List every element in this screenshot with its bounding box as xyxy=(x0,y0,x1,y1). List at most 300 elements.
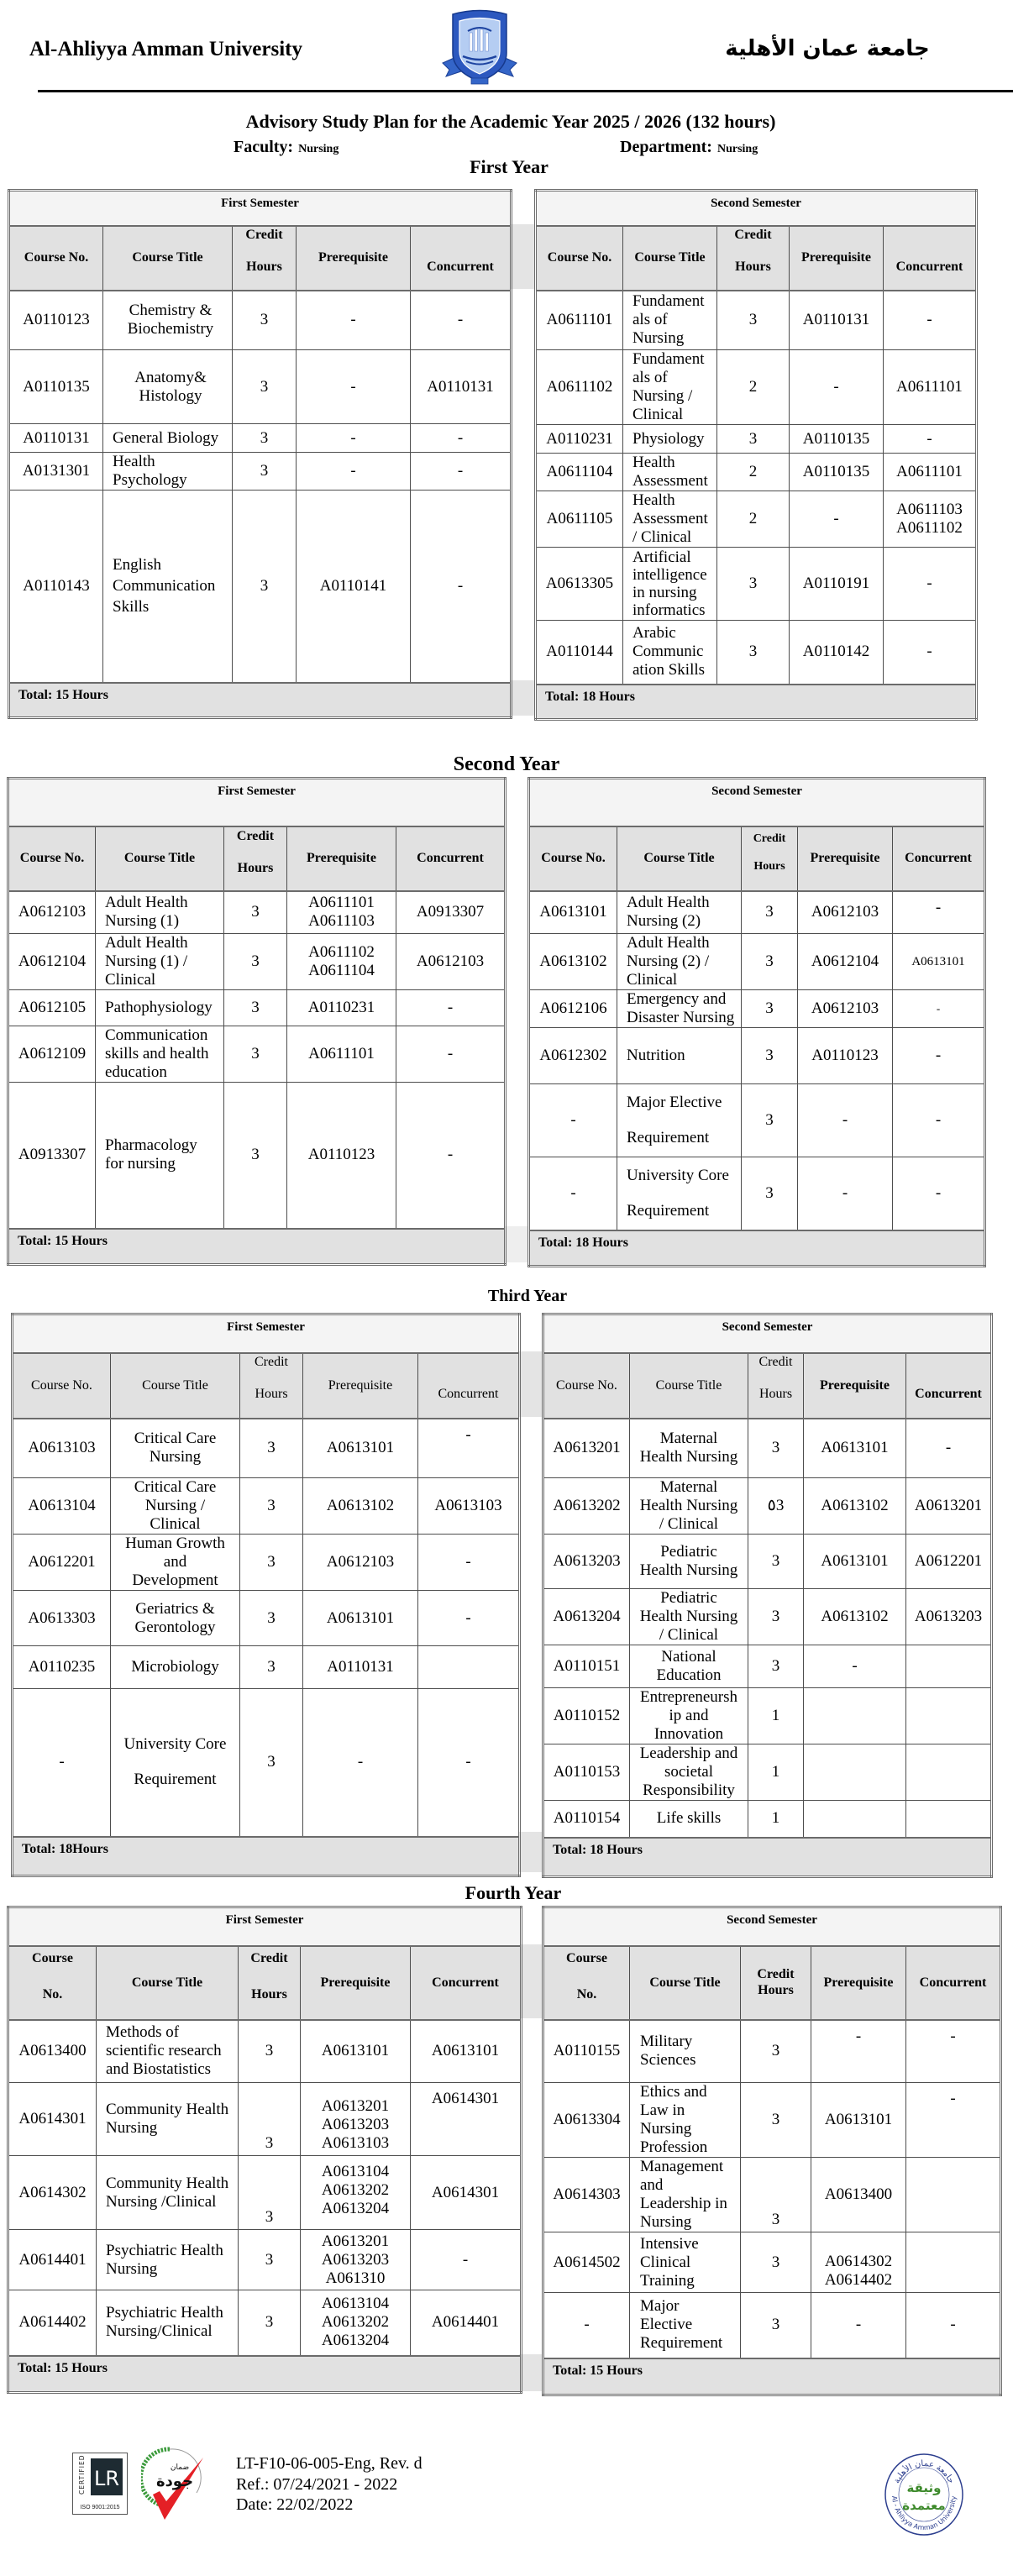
course-title: Pathophysiology xyxy=(105,999,213,1016)
course-title: Intensive Clinical Training xyxy=(640,2234,699,2290)
course-title: Health Assessment / Clinical xyxy=(632,491,708,546)
course-no-cell xyxy=(8,2156,97,2230)
prerequisite: A0613101 xyxy=(326,1439,395,1457)
course-title-cell xyxy=(617,1028,742,1084)
header-concurrent xyxy=(906,1353,992,1419)
course-title-cell xyxy=(97,2156,239,2230)
prerequisite-cell xyxy=(798,891,893,934)
course-title: Community Health Nursing xyxy=(106,2101,229,2137)
course-row xyxy=(13,1646,520,1689)
credit-hours-cell xyxy=(742,1157,798,1230)
iso-mark-text: LR xyxy=(93,2467,120,2490)
course-row xyxy=(529,1028,985,1084)
header-divider xyxy=(38,90,1013,92)
credit-hours: 3 xyxy=(267,1658,276,1676)
course-title: University Core Requirement xyxy=(627,1166,729,1220)
course-no-cell xyxy=(543,1688,630,1744)
course-title-cell xyxy=(630,1801,748,1838)
course-title-cell xyxy=(617,1157,742,1230)
credit-hours: 3 xyxy=(251,952,260,970)
course-no-cell xyxy=(536,425,623,454)
concurrent: A0613101 xyxy=(431,2042,500,2060)
concurrent: A0613203 xyxy=(914,1608,983,1625)
course-no: A0612109 xyxy=(18,1045,87,1062)
header-course-title-line: Course Title xyxy=(643,851,715,865)
header-course-no xyxy=(9,226,103,291)
header-credit-hours-line: Hours xyxy=(753,859,785,873)
header-course-no-line: Course No. xyxy=(24,250,89,265)
second-semester-table xyxy=(542,1313,993,1878)
concurrent-cell xyxy=(396,1083,506,1229)
header-credit-hours-line: Credit xyxy=(245,227,283,242)
header-concurrent xyxy=(884,226,977,291)
course-title: Major Elective Requirement xyxy=(640,2297,723,2353)
concurrent-cell xyxy=(893,1084,985,1157)
course-title-cell xyxy=(617,1084,742,1157)
course-title-cell xyxy=(623,548,717,621)
credit-hours-cell xyxy=(748,1419,804,1478)
course-no-cell xyxy=(529,891,617,934)
credit-hours-cell xyxy=(748,1801,804,1838)
prerequisite-cell xyxy=(303,1591,418,1646)
prerequisite-cell xyxy=(297,453,411,491)
prerequisite-cell xyxy=(804,1801,906,1838)
concurrent: - xyxy=(447,1146,454,1164)
course-title-cell xyxy=(630,1645,748,1688)
header-credit-hours xyxy=(224,826,287,891)
header-course-title-line: Course Title xyxy=(634,250,706,265)
prerequisite: - xyxy=(357,1753,364,1771)
concurrent-cell xyxy=(418,1591,520,1646)
concurrent-cell xyxy=(906,1419,992,1478)
course-no: A0612104 xyxy=(18,952,87,970)
header-credit-hours xyxy=(240,1353,303,1419)
course-title-cell xyxy=(617,990,742,1028)
concurrent-cell xyxy=(396,990,506,1026)
concurrent: - xyxy=(926,311,932,329)
course-no-cell xyxy=(529,934,617,990)
credit-hours: 3 xyxy=(771,1657,780,1675)
credit-hours-cell xyxy=(741,2083,811,2158)
course-title-cell xyxy=(103,491,233,683)
course-no: A0613202 xyxy=(553,1497,621,1514)
quality-logo-top-text: ضمان xyxy=(170,2463,190,2472)
course-no-cell xyxy=(536,491,623,548)
course-title: Critical Care Nursing xyxy=(134,1430,217,1466)
total-row xyxy=(8,2356,522,2393)
course-no: A0614402 xyxy=(18,2313,87,2332)
prerequisite: A061310 xyxy=(325,2269,386,2287)
course-title: Microbiology xyxy=(131,1658,219,1676)
prerequisite: A0613103 xyxy=(321,2134,390,2152)
credit-hours-cell xyxy=(224,1083,287,1229)
semester-total: Total: 15 Hours xyxy=(8,2356,522,2393)
course-row xyxy=(529,1084,985,1157)
credit-hours: 3 xyxy=(748,429,758,448)
course-no: A0611101 xyxy=(546,311,613,329)
course-row xyxy=(543,2232,1001,2293)
credit-hours: 3 xyxy=(260,428,269,447)
course-title: Leadership and societal Responsibility xyxy=(639,1744,738,1799)
course-title: Maternal Health Nursing / Clinical xyxy=(639,1478,738,1533)
concurrent: - xyxy=(935,898,942,916)
credit-hours: 3 xyxy=(267,1608,276,1627)
credit-hours-cell xyxy=(742,1028,798,1084)
semester-title: Second Semester xyxy=(543,1314,992,1353)
course-row xyxy=(543,1688,992,1744)
prerequisite-cell xyxy=(811,2020,906,2083)
prerequisite-cell xyxy=(287,990,396,1026)
credit-hours-cell xyxy=(748,1478,804,1535)
header-course-no-line: No. xyxy=(42,1986,63,2002)
header-prerequisite-line: Prerequisite xyxy=(810,851,880,865)
course-no: - xyxy=(59,1753,65,1771)
table-gap-shade xyxy=(518,1832,542,1872)
concurrent: A0613201 xyxy=(914,1497,983,1514)
course-no: A0613400 xyxy=(18,2042,87,2060)
course-no-cell xyxy=(9,291,103,350)
course-title: Anatomy& Histology xyxy=(134,368,207,405)
course-title: Geriatrics & Gerontology xyxy=(134,1599,216,1636)
course-no-cell xyxy=(9,424,103,453)
prerequisite: A0110142 xyxy=(802,643,870,661)
course-title-cell xyxy=(97,2083,239,2156)
header-prerequisite-line: Prerequisite xyxy=(823,1975,894,1990)
column-header-row xyxy=(536,226,977,291)
prerequisite: A0613101 xyxy=(821,1552,889,1570)
header-credit-hours xyxy=(239,1946,301,2020)
course-row xyxy=(8,2083,522,2156)
header-course-title-line: Course Title xyxy=(142,1377,208,1393)
faculty-label: Faculty: xyxy=(234,138,294,156)
course-row xyxy=(543,1419,992,1478)
header-course-no xyxy=(529,826,617,891)
prerequisite: A0613202 xyxy=(321,2313,390,2332)
header-course-title xyxy=(97,1946,239,2020)
course-no-cell xyxy=(543,2293,630,2358)
credit-hours: 2 xyxy=(748,378,758,396)
course-title: Pharmacology for nursing xyxy=(105,1136,197,1173)
course-row xyxy=(8,2020,522,2083)
prerequisite-cell xyxy=(798,990,893,1028)
concurrent-cell xyxy=(893,1157,985,1230)
prerequisite-cell xyxy=(804,1478,906,1535)
course-row xyxy=(8,1083,506,1229)
header-course-no xyxy=(536,226,623,291)
header-concurrent-line: Concurrent xyxy=(915,1386,982,1401)
credit-hours: 3 xyxy=(265,2208,274,2226)
credit-hours-cell xyxy=(717,454,790,491)
prerequisite: A0611103 xyxy=(308,912,375,931)
concurrent: A0614401 xyxy=(431,2313,500,2332)
course-title: Arabic Communication Skills xyxy=(632,624,706,679)
credit-hours: ٥3 xyxy=(767,1497,785,1514)
prerequisite: - xyxy=(855,2027,862,2045)
credit-hours: 3 xyxy=(771,1439,780,1457)
course-title-cell xyxy=(103,350,233,424)
credit-hours-cell xyxy=(233,491,297,683)
course-no-cell xyxy=(543,2020,630,2083)
prerequisite: A0613201 xyxy=(321,2097,390,2115)
prerequisite-cell xyxy=(297,291,411,350)
course-title: Physiology xyxy=(632,429,705,448)
concurrent: - xyxy=(447,999,454,1016)
header-course-no xyxy=(8,1946,97,2020)
course-no: A0612201 xyxy=(28,1553,96,1571)
prerequisite: - xyxy=(350,377,356,396)
concurrent: - xyxy=(945,1439,952,1457)
concurrent-cell xyxy=(411,2290,522,2356)
credit-hours: 3 xyxy=(260,311,269,329)
course-row xyxy=(543,2293,1001,2358)
header-concurrent-line: Concurrent xyxy=(905,851,972,865)
header-concurrent xyxy=(411,1946,522,2020)
course-row xyxy=(8,934,506,990)
prerequisite-cell xyxy=(301,2020,411,2083)
course-title-cell xyxy=(97,2230,239,2290)
course-row xyxy=(543,1645,992,1688)
prerequisite-cell xyxy=(790,621,884,685)
credit-hours: 3 xyxy=(771,2253,780,2271)
semester-title: First Semester xyxy=(13,1314,520,1353)
concurrent-cell xyxy=(893,990,985,1028)
course-title-cell xyxy=(623,621,717,685)
course-title-cell xyxy=(630,1688,748,1744)
semester-title: Second Semester xyxy=(543,1907,1001,1946)
prerequisite-cell xyxy=(804,1589,906,1645)
prerequisite: A0613400 xyxy=(824,2185,893,2203)
course-row xyxy=(536,291,977,350)
course-no: A0110235 xyxy=(28,1658,96,1676)
concurrent: - xyxy=(465,1753,471,1771)
credit-hours-cell xyxy=(240,1535,303,1591)
prerequisite: A0613203 xyxy=(321,2116,390,2133)
course-no: - xyxy=(570,1183,576,1202)
credit-hours: 3 xyxy=(251,1045,260,1062)
course-row xyxy=(529,990,985,1028)
prerequisite-cell xyxy=(301,2083,411,2156)
iso-standard-text: ISO 9001:2015 xyxy=(80,2505,120,2510)
credit-hours: 3 xyxy=(765,1047,774,1064)
total-row xyxy=(529,1230,985,1267)
credit-hours-cell xyxy=(239,2156,301,2230)
concurrent: - xyxy=(457,428,464,447)
course-title-cell xyxy=(103,291,233,350)
prerequisite-cell xyxy=(297,491,411,683)
year-title: Second Year xyxy=(453,753,560,775)
concurrent-cell xyxy=(906,2232,1001,2293)
prerequisite-cell xyxy=(303,1478,418,1535)
course-title-cell xyxy=(111,1535,240,1591)
prerequisite: A0613102 xyxy=(326,1497,395,1514)
first-semester-table xyxy=(7,777,506,1266)
prerequisite: A0611104 xyxy=(308,962,375,979)
iso-certified-badge xyxy=(72,2453,128,2515)
concurrent-cell xyxy=(884,350,977,425)
university-name-arabic: جامعة عمان الأهلية xyxy=(725,36,930,61)
concurrent: - xyxy=(926,429,932,448)
header-concurrent-line: Concurrent xyxy=(427,259,494,274)
header-prerequisite xyxy=(301,1946,411,2020)
course-title: Fundamentals of Nursing / Clinical xyxy=(632,350,705,423)
course-title: Nutrition xyxy=(627,1047,685,1064)
credit-hours-cell xyxy=(742,891,798,934)
header-credit-hours-line: Credit xyxy=(236,828,275,843)
credit-hours-cell xyxy=(233,291,297,350)
course-no-cell xyxy=(13,1535,111,1591)
header-concurrent xyxy=(906,1946,1001,2020)
prerequisite: - xyxy=(842,1111,848,1129)
course-no-cell xyxy=(8,934,96,990)
seal-ring-arabic: جامعة عمان الأهلية xyxy=(892,2458,956,2485)
header-credit-hours xyxy=(717,226,790,291)
course-row xyxy=(543,1801,992,1838)
concurrent: - xyxy=(457,576,464,595)
concurrent-cell xyxy=(884,491,977,548)
prerequisite-cell xyxy=(303,1535,418,1591)
prerequisite: - xyxy=(855,2316,862,2334)
credit-hours: 3 xyxy=(765,903,774,921)
course-title-cell xyxy=(96,891,224,934)
concurrent: A0611101 xyxy=(896,378,963,396)
credit-hours-cell xyxy=(748,1535,804,1589)
prerequisite-cell xyxy=(303,1689,418,1837)
header-course-title xyxy=(623,226,717,291)
concurrent-cell xyxy=(906,2083,1001,2158)
course-no: A0110153 xyxy=(553,1763,621,1781)
concurrent: A0110131 xyxy=(427,377,494,396)
concurrent-cell xyxy=(418,1646,520,1689)
course-no-cell xyxy=(536,454,623,491)
document-date: Date: 22/02/2022 xyxy=(236,2495,354,2514)
course-no-cell xyxy=(8,2083,97,2156)
header-credit-hours-line: Hours xyxy=(758,1386,793,1401)
course-title-cell xyxy=(630,2232,741,2293)
course-title: Management and Leadership in Nursing xyxy=(640,2158,727,2231)
concurrent-cell xyxy=(906,2020,1001,2083)
concurrent-cell xyxy=(906,1535,992,1589)
header-credit-hours-line: Hours xyxy=(758,1983,794,1997)
header-concurrent-line: Concurrent xyxy=(417,851,484,865)
credit-hours: 3 xyxy=(267,1753,276,1771)
course-no-cell xyxy=(13,1646,111,1689)
credit-hours-cell xyxy=(717,350,790,425)
credit-hours: 3 xyxy=(265,2042,274,2060)
course-no: A0613304 xyxy=(553,2111,621,2128)
year-title: Fourth Year xyxy=(465,1882,562,1903)
prerequisite: A0612104 xyxy=(811,952,879,970)
credit-hours-cell xyxy=(240,1591,303,1646)
course-title: Health Assessment xyxy=(632,454,708,490)
prerequisite: A0613101 xyxy=(326,1608,395,1627)
prerequisite-cell xyxy=(790,291,884,350)
credit-hours-cell xyxy=(240,1689,303,1837)
prerequisite: - xyxy=(852,1657,858,1675)
course-no: A0614301 xyxy=(18,2110,87,2127)
table-gap-shade xyxy=(519,1944,542,2018)
semester-title-row xyxy=(543,1314,992,1353)
course-row xyxy=(529,1157,985,1230)
header-course-title xyxy=(96,826,224,891)
header-concurrent-line: Concurrent xyxy=(432,1975,499,1990)
credit-hours: 3 xyxy=(771,2042,780,2060)
prerequisite: A0613104 xyxy=(321,2295,390,2313)
semester-title-row xyxy=(13,1314,520,1353)
course-no: A0613201 xyxy=(553,1439,621,1457)
header-prerequisite xyxy=(297,226,411,291)
table-gap-shade xyxy=(510,224,534,289)
concurrent: - xyxy=(465,1425,471,1444)
concurrent-cell xyxy=(411,291,512,350)
course-title-cell xyxy=(111,1478,240,1535)
course-no-cell xyxy=(536,548,623,621)
course-title: Community Health Nursing /Clinical xyxy=(106,2174,229,2211)
column-header-row xyxy=(13,1353,520,1419)
course-title-cell xyxy=(630,2083,741,2158)
prerequisite: A0613203 xyxy=(321,2250,390,2269)
first-semester-table xyxy=(8,189,512,719)
credit-hours-cell xyxy=(240,1478,303,1535)
course-title: Adult Health Nursing (2) / Clinical xyxy=(627,934,710,989)
course-no-cell xyxy=(543,1589,630,1645)
course-no: A0613305 xyxy=(545,574,614,592)
total-row xyxy=(8,1229,506,1265)
prerequisite: A0611102 xyxy=(308,943,375,961)
course-title-cell xyxy=(97,2020,239,2083)
course-title: Ethics and Law in Nursing Profession xyxy=(640,2083,708,2156)
header-course-title xyxy=(630,1353,748,1419)
course-title-cell xyxy=(623,291,717,350)
header-course-title-line: Course Title xyxy=(131,1975,203,1990)
course-no: - xyxy=(570,1111,576,1129)
course-no-cell xyxy=(543,1744,630,1801)
concurrent: A0612201 xyxy=(914,1552,983,1570)
credit-hours: 3 xyxy=(251,1146,260,1164)
course-row xyxy=(543,2158,1001,2232)
course-row xyxy=(529,934,985,990)
semester-total: Total: 18 Hours xyxy=(529,1230,985,1267)
course-row xyxy=(8,990,506,1026)
prerequisite-cell xyxy=(790,491,884,548)
prerequisite: A0613201 xyxy=(321,2232,390,2250)
concurrent: A0614301 xyxy=(431,2183,500,2201)
concurrent-cell xyxy=(906,1478,992,1535)
concurrent-cell xyxy=(893,1028,985,1084)
concurrent-cell xyxy=(906,1645,992,1688)
course-no: A0110144 xyxy=(546,643,613,661)
table-gap-shade xyxy=(510,680,534,716)
credit-hours: 3 xyxy=(265,2250,274,2269)
concurrent-cell xyxy=(411,350,512,424)
course-title: Psychiatric Health Nursing/Clinical xyxy=(106,2304,223,2341)
course-row xyxy=(543,1478,992,1535)
course-row xyxy=(8,891,506,934)
course-row xyxy=(9,424,512,453)
concurrent: A0611103 xyxy=(896,501,963,518)
prerequisite-cell xyxy=(287,891,396,934)
course-title-cell xyxy=(630,1419,748,1478)
seal-ring-english: Al - Ahliyya Amman University xyxy=(890,2495,958,2532)
year-title: Third Year xyxy=(487,1287,568,1305)
course-no: A0612105 xyxy=(18,999,87,1016)
concurrent: A0913307 xyxy=(416,903,485,921)
course-title-cell xyxy=(630,2293,741,2358)
concurrent-cell xyxy=(418,1535,520,1591)
credit-hours: 3 xyxy=(765,999,774,1017)
course-title-cell xyxy=(103,424,233,453)
course-row xyxy=(8,2156,522,2230)
prerequisite-cell xyxy=(804,1645,906,1688)
